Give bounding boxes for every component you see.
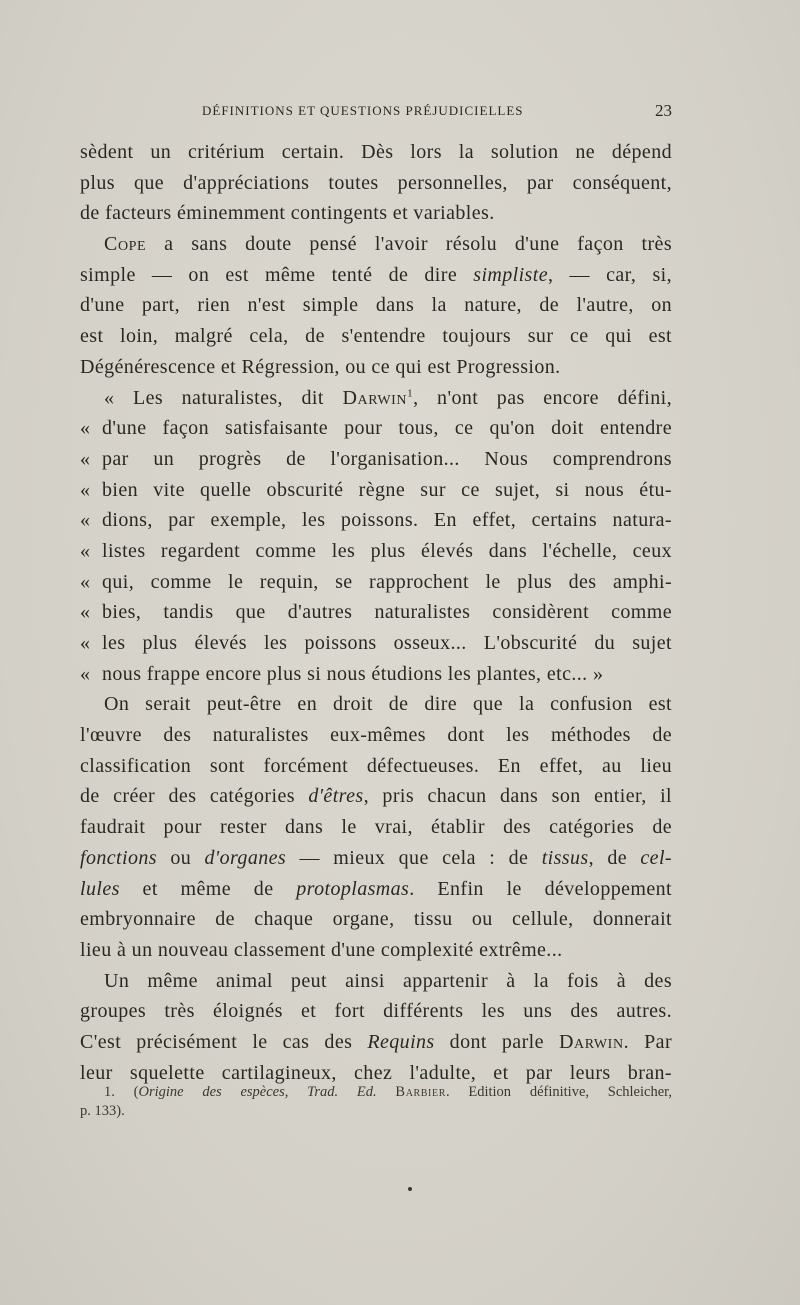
quote-line: « dions, par exemple, les poissons. En effet, certains natura- [80, 509, 672, 532]
footnote [80, 1083, 672, 1121]
text-line: embryonnaire de chaque organe, tissu ou cellule, donnerait [80, 908, 672, 931]
quote-line: « bien vite quelle obscurité règne sur ce sujet, si nous étu- [80, 478, 672, 501]
footnote-line: p. 133). [80, 1103, 125, 1119]
quote-line: « listes regardent comme les plus élevés dans l'échelle, ceux [80, 539, 672, 562]
text-line: On serait peut-être en droit de dire que la confusion est [104, 693, 672, 716]
text-line: faudrait pour rester dans le vrai, établir des catégories de [80, 816, 672, 839]
text-line: lieu à un nouveau classement d'une complexité extrême... [80, 938, 563, 961]
text-line: d'une part, rien n'est simple dans la nature, de l'autre, on [80, 294, 672, 317]
quote-line: « nous frappe encore plus si nous étudions les plantes, etc... » [80, 662, 604, 685]
text-line: de créer des catégories d'êtres, pris chacun dans son entier, il [80, 785, 672, 808]
text-line: leur squelette cartilagineux, chez l'adulte, et par leurs bran- [80, 1061, 672, 1084]
footnote-ref: 1 [407, 386, 414, 399]
text-line: sèdent un critérium certain. Dès lors la solution ne dépend [80, 141, 672, 163]
quote-line: « les plus élevés les poissons osseux... L'obscurité du sujet [80, 632, 672, 654]
footnote-line: 1. (Origine des espèces, Trad. Ed. Barbier. Edition définitive, Schleicher, [104, 1084, 673, 1100]
text-line: Cope a sans doute pensé l'avoir résolu d'une façon très [104, 233, 672, 256]
translator-name: Barbier [395, 1084, 446, 1100]
text-line: lules et même de protoplasmas. Enfin le développement [80, 877, 672, 900]
quote-line: « d'une façon satisfaisante pour tous, ce qu'on doit entendre [80, 417, 672, 440]
quote-line: « bies, tandis que d'autres naturalistes considèrent comme [80, 601, 672, 624]
text-line: l'œuvre des naturalistes eux-mêmes dont les méthodes de [80, 724, 672, 747]
running-title: DÉFINITIONS ET QUESTIONS PRÉJUDICIELLES [202, 103, 524, 118]
body-text [80, 137, 672, 1088]
text-line: Un même animal peut ainsi appartenir à la fois à des [104, 969, 672, 992]
ink-speck [408, 1187, 412, 1191]
author-name-cope: Cope [104, 233, 147, 256]
text-line: est loin, malgré cela, de s'entendre toujours sur ce qui est [80, 325, 672, 348]
text-line: simple — on est même tenté de dire simpliste, — car, si, [80, 263, 672, 286]
text-line: groupes très éloignés et fort différents les uns des autres. [80, 1000, 672, 1023]
text-line: C'est précisément le cas des Requins dont parle Darwin. Par [80, 1030, 673, 1053]
text-line: fonctions ou d'organes — mieux que cela : de tissus, de cel- [80, 846, 672, 869]
text-line: plus que d'appréciations toutes personnelles, par conséquent, [80, 171, 672, 194]
text-line: classification sont forcément défectueuses. En effet, au lieu [80, 754, 672, 777]
text-line: de facteurs éminemment contingents et variables. [80, 202, 495, 225]
author-name-darwin: Darwin [558, 1030, 624, 1053]
running-head [80, 101, 672, 123]
quote-line: « par un progrès de l'organisation... Nous comprendrons [80, 447, 672, 470]
text-line: Dégénérescence et Régression, ou ce qui est Progression. [80, 355, 561, 378]
author-name-darwin: Darwin [342, 386, 408, 409]
quote-line: « qui, comme le requin, se rapprochent le plus des amphi- [80, 570, 672, 593]
quote-line: « Les naturalistes, dit Darwin$^1$, n'ont pas encore défini, [104, 386, 672, 409]
page-number: 23 [655, 101, 672, 120]
